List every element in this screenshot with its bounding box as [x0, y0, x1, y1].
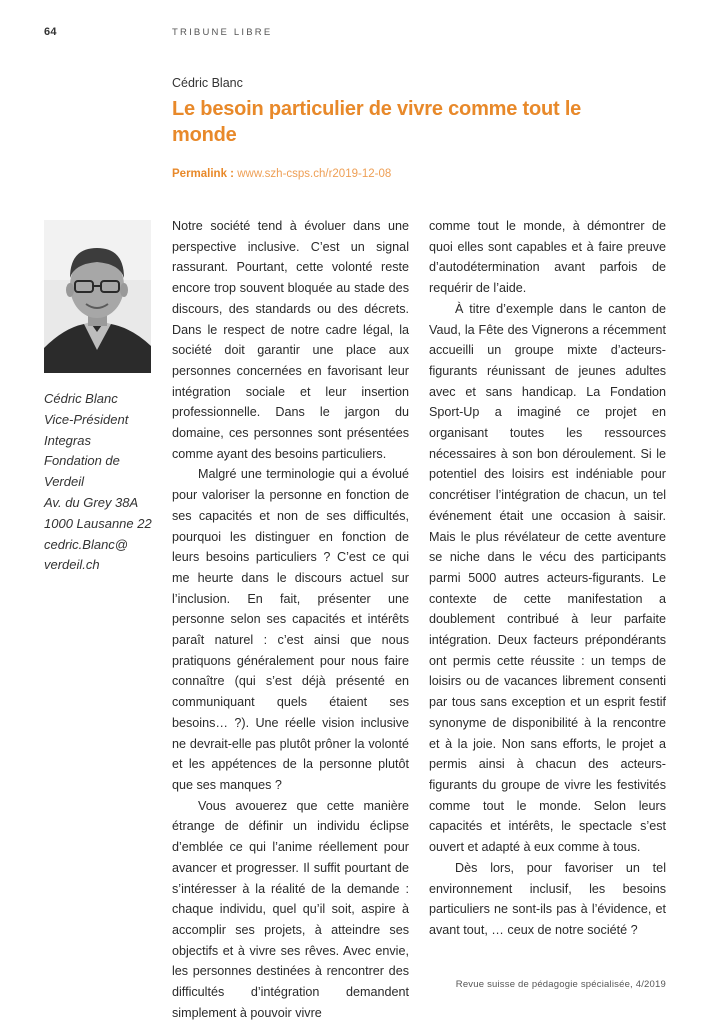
author-street: Av. du Grey 38A	[44, 494, 139, 510]
author-foundation-name: Verdeil	[44, 474, 84, 490]
journal-footer: Revue suisse de pédagogie spécialisée, 4/2019	[455, 979, 666, 990]
article-title: Le besoin particulier de vivre comme tout le monde	[172, 98, 582, 146]
body-column-left	[172, 216, 409, 1023]
body-paragraph: Notre société tend à évoluer dans une perspective inclusive. C’est un signal rassurant. Pourtant, cette volonté reste encore trop souvent bloquée au stade des discours, des standards ou des décrets. Dans le respect de notre cadre légal, la société doit garantir une place aux personnes concernées en favorisant leur intégration sociale et leur insertion professionnelle. Dans le jargon du domaine, ces personnes sont présentées comme ayant des besoins particuliers.	[172, 219, 409, 461]
body-paragraph: Dès lors, pour favoriser un tel environnement inclusif, les besoins particuliers ne sont-ils pas à l’évidence, et avant tout, … ceux de notre société ?	[429, 860, 666, 937]
author-photo	[44, 220, 151, 373]
permalink	[172, 168, 391, 180]
article-author: Cédric Blanc	[172, 76, 243, 90]
author-city: 1000 Lausanne 22	[44, 515, 152, 531]
page-number: 64	[44, 26, 57, 38]
permalink-label: Permalink :	[172, 168, 234, 180]
body-paragraph: comme tout le monde, à démontrer de quoi elles sont capables et à faire preuve d’autodétermination avant parfois de requérir de l’aide.	[429, 219, 666, 296]
permalink-url[interactable]: www.szh-csps.ch/r2019-12-08	[237, 168, 392, 180]
author-email-user[interactable]: cedric.Blanc@	[44, 536, 129, 552]
author-foundation: Fondation de	[44, 453, 120, 469]
body-paragraph: Vous avouerez que cette manière étrange de définir un individu éclipse d’emblée ce qui l’anime réellement pour avancer et progresser. Il suffit pourtant de s’intéresser à la réalité de la demande : chaque individu, quel qu’il soit, aspire à accomplir ses projets, à atteindre ses objectifs et à vivre ses rêves. Avec envie, les personnes destinées à rencontrer des difficultés d’intégration demandent simplement à pouvoir vivre	[172, 798, 409, 1020]
author-role: Vice-Président	[44, 411, 129, 427]
author-organization: Integras	[44, 432, 91, 448]
author-contact-box	[44, 389, 159, 576]
author-name: Cédric Blanc	[44, 391, 118, 406]
body-paragraph: Malgré une terminologie qui a évolué pour valoriser la personne en fonction de ses capacités et non de ses difficultés, pourquoi les distinguer en fonction de leurs besoins particuliers ? C’est ce qui me heurte dans le discours actuel sur l’inclusion. En fait, présenter une personne selon ses capacités et intérêts paraît naturel : c’est ainsi que nous pratiquons généralement pour nous faire connaître (qui s’est déjà présenté en communiquant quels étaient ses besoins… ?). Une réelle vision inclusive ne devrait-elle pas plutôt prôner la volonté et les appétences de la personne plutôt que ses manques ?	[172, 467, 409, 792]
author-email-domain[interactable]: verdeil.ch	[44, 557, 100, 573]
body-paragraph: À titre d’exemple dans le canton de Vaud, la Fête des Vignerons a récemment accueilli un groupe mixte d’acteurs-figurants réunissant de jeunes adultes avec et sans handicap. La Fondation Sport-Up a imaginé ce projet en organisant toutes les ressources nécessaires à son bon déroulement. Si le potentiel des loisirs est indéniable pour concrétiser l’intégration de chacun, un tel événement était une occasion à saisir. Mais le plus révélateur de cette aventure se niche dans le vécu des participants parmi 5000 autres acteurs-figurants. Le contexte de cette manifestation a doublement contribué à leur parfaite intégration. Deux facteurs prépondérants ont permis cette réussite : un temps de loisirs ou de vacances librement consenti par tous sans exception et un esprit festif synonyme de disponibilité à la rencontre et à la joie. Non sans efforts, le projet a permis ainsi à chacun des acteurs-figurants du groupe de vivre les festivités comme tout le monde. Selon leurs capacités et intérêts, le spectacle s’est ouvert et adapté à eux comme à tous.	[429, 301, 666, 855]
running-head: TRIBUNE LIBRE	[172, 27, 273, 38]
body-column-right	[429, 216, 666, 941]
